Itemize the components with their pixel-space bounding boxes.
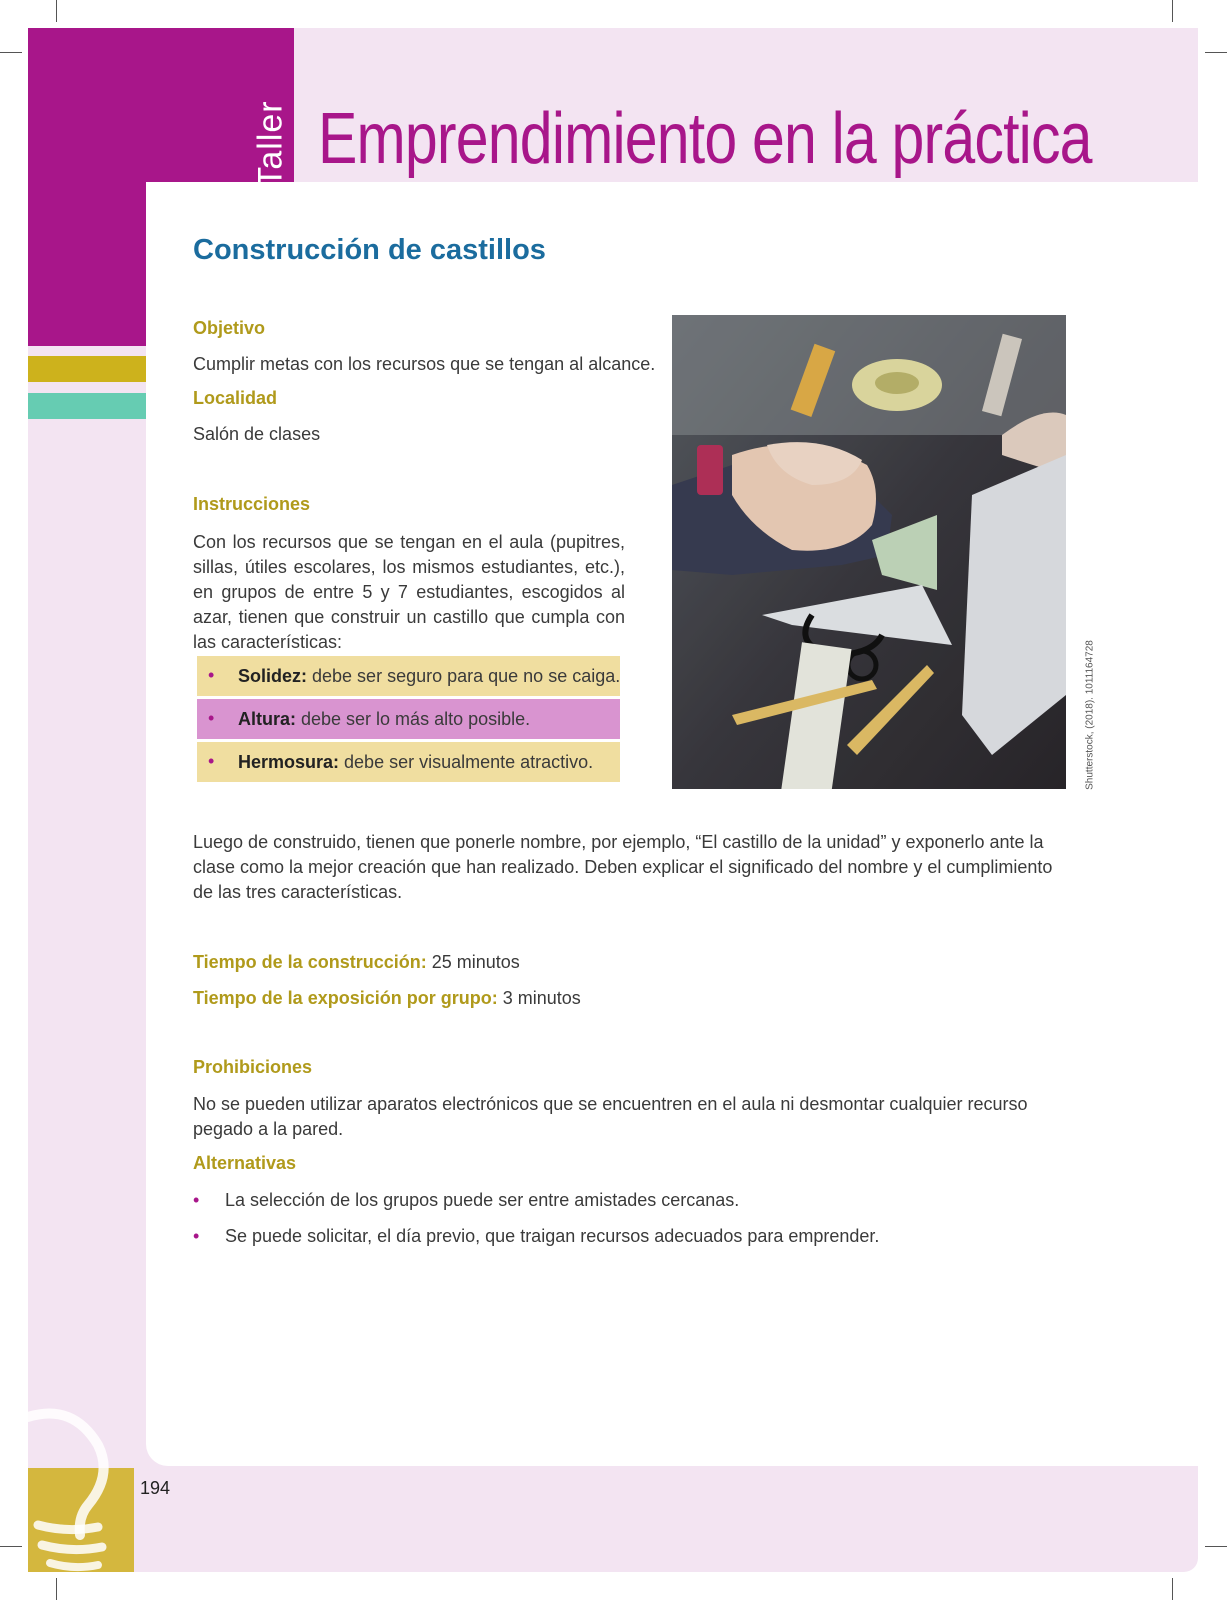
caracteristica-term: Altura: bbox=[238, 709, 296, 729]
caracteristica-desc: debe ser lo más alto posible. bbox=[296, 709, 531, 729]
crop-mark bbox=[0, 52, 22, 53]
instrucciones-text: Con los recursos que se tengan en el aula (pupitres, sillas, útiles escolares, los mismos estudiantes, etc.), en grupos de entre 5 y 7 estudiantes, escogidos al azar, tienen que construir un castillo que cumpla con las características: bbox=[193, 532, 625, 652]
photo-credit: Shutterstock, (2018). 1011164728 bbox=[1084, 640, 1096, 790]
bullet-icon: • bbox=[208, 665, 215, 685]
alternativa-text: La selección de los grupos puede ser entre amistades cercanas. bbox=[225, 1190, 740, 1210]
classroom-photo bbox=[672, 315, 1066, 789]
section-title: Construcción de castillos bbox=[193, 234, 546, 266]
lightbulb-icon bbox=[28, 1405, 148, 1575]
accent-band-gold bbox=[28, 356, 146, 382]
caracteristica-term: Hermosura: bbox=[238, 752, 340, 772]
page-number: 194 bbox=[140, 1478, 171, 1498]
caracteristica-term: Solidez: bbox=[238, 666, 308, 686]
caracteristica-solidez bbox=[197, 656, 620, 696]
tiempo-exposicion bbox=[193, 986, 581, 1011]
caracteristica-desc: debe ser seguro para que no se caiga. bbox=[307, 666, 621, 686]
localidad-text: Salón de clases bbox=[193, 424, 321, 444]
crop-mark bbox=[1205, 52, 1227, 53]
tiempo-value: 25 minutos bbox=[426, 952, 520, 972]
crop-mark bbox=[56, 0, 57, 22]
alternativas-label: Alternativas bbox=[193, 1153, 297, 1173]
bullet-icon: • bbox=[193, 1226, 200, 1246]
alternativa-text: Se puede solicitar, el día previo, que traigan recursos adecuados para emprender. bbox=[225, 1226, 880, 1246]
tiempo-label: Tiempo de la exposición por grupo: bbox=[193, 988, 498, 1008]
bullet-icon: • bbox=[208, 751, 215, 771]
accent-band-teal bbox=[28, 393, 146, 419]
tiempo-value: 3 minutos bbox=[497, 988, 581, 1008]
photo-illustration bbox=[672, 315, 1066, 789]
crop-mark bbox=[56, 1578, 57, 1600]
localidad-label: Localidad bbox=[193, 388, 278, 408]
objetivo-label: Objetivo bbox=[193, 318, 266, 338]
prohibiciones-text: No se pueden utilizar aparatos electrónicos que se encuentren en el aula ni desmontar cualquier recurso pegado a la pared. bbox=[193, 1094, 1028, 1139]
tiempo-label: Tiempo de la construcción: bbox=[193, 952, 427, 972]
prohibiciones-label: Prohibiciones bbox=[193, 1057, 313, 1077]
page-title: Emprendimiento en la práctica bbox=[318, 99, 1092, 179]
crop-mark bbox=[1172, 1578, 1173, 1600]
bullet-icon: • bbox=[193, 1190, 200, 1210]
objetivo-text: Cumplir metas con los recursos que se tengan al alcance. bbox=[193, 354, 656, 374]
caracteristica-altura bbox=[197, 699, 620, 739]
caracteristica-desc: debe ser visualmente atractivo. bbox=[339, 752, 594, 772]
instrucciones-label: Instrucciones bbox=[193, 494, 311, 514]
luego-paragraph: Luego de construido, tienen que ponerle nombre, por ejemplo, “El castillo de la unidad” y exponerlo ante la clase como la mejor creación que han realizado. Deben explicar el significado del nombre y el cumplimiento de las tres características. bbox=[193, 832, 1053, 902]
caracteristica-hermosura bbox=[197, 742, 620, 782]
crop-mark bbox=[0, 1546, 22, 1547]
section-tab: Taller bbox=[251, 100, 290, 188]
tiempo-construccion bbox=[193, 950, 520, 975]
crop-mark bbox=[1205, 1546, 1227, 1547]
bullet-icon: • bbox=[208, 708, 215, 728]
crop-mark bbox=[1172, 0, 1173, 22]
